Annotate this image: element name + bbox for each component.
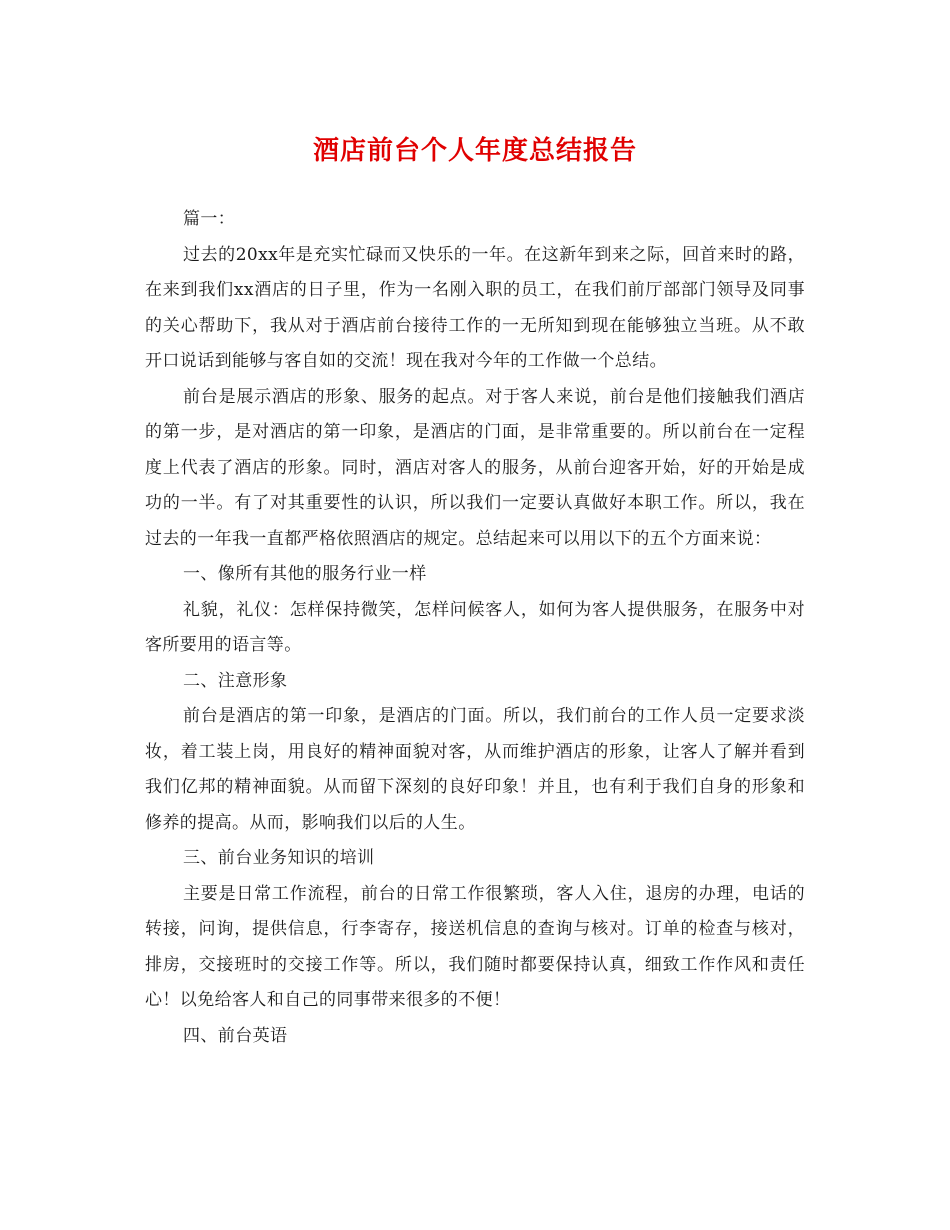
section-heading-3: 三、前台业务知识的培训 xyxy=(183,848,375,868)
paragraph-part-label: 篇一： xyxy=(183,209,236,229)
document-title: 酒店前台个人年度总结报告 xyxy=(312,136,637,166)
paragraph-etiquette: 礼貌，礼仪：怎样保持微笑，怎样问候客人，如何为客人提供服务，在服务中对客所要用的语言等。 xyxy=(145,599,805,655)
paragraph-image: 前台是酒店的第一印象，是酒店的门面。所以，我们前台的工作人员一定要求淡妆，着工装上岗，用良好的精神面貌对客，从而维护酒店的形象，让客人了解并看到我们亿邦的精神面貌。从而留下深刻的良好印象！并且，也有利于我们自身的形象和修养的提高。从而，影响我们以后的人生。 xyxy=(145,706,805,833)
section-heading-2: 二、注意形象 xyxy=(183,670,288,691)
paragraph-training: 主要是日常工作流程，前台的日常工作很繁琐，客人入住，退房的办理，电话的转接，问询，提供信息，行李寄存，接送机信息的查询与核对。订单的检查与核对，排房，交接班时的交接工作等。所以，我们随时都要保持认真，细致工作作风和责任心！以免给客人和自己的同事带来很多的不便！ xyxy=(145,883,805,1010)
paragraph-front-desk-role: 前台是展示酒店的形象、服务的起点。对于客人来说，前台是他们接触我们酒店的第一步，是对酒店的第一印象，是酒店的门面，是非常重要的。所以前台在一定程度上代表了酒店的形象。同时，酒店对客人的服务，从前台迎客开始，好的开始是成功的一半。有了对其重要性的认识，所以我们一定要认真做好本职工作。所以，我在过去的一年我一直都严格依照酒店的规定。总结起来可以用以下的五个方面来说： xyxy=(145,386,805,549)
paragraph-intro: 过去的20xx年是充实忙碌而又快乐的一年。在这新年到来之际，回首来时的路，在来到我们xx酒店的日子里，作为一名刚入职的员工，在我们前厅部部门领导及同事的关心帮助下，我从对于酒店前台接待工作的一无所知到现在能够独立当班。从不敢开口说话到能够与客自如的交流！现在我对今年的工作做一个总结。 xyxy=(145,244,805,371)
section-heading-1: 一、像所有其他的服务行业一样 xyxy=(183,564,427,584)
document-body xyxy=(145,202,805,1054)
section-heading-4: 四、前台英语 xyxy=(183,1025,288,1046)
